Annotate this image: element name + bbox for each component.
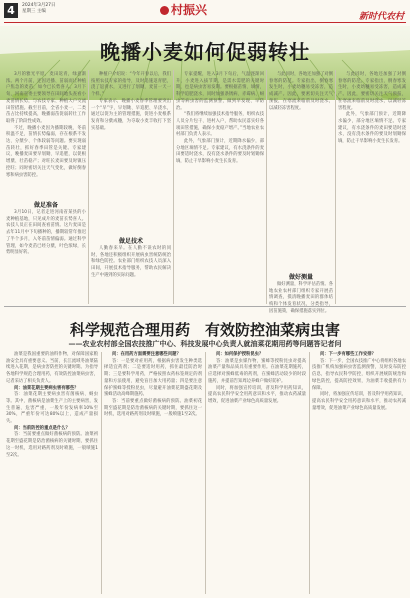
paragraph: 3月的雅光平原，麦田返青，绿意渐浓。两个月前，还因迟播、苗弱而让种植户焦急的麦苗，如今已长势喜人。3月下旬，河南省委主要领导在田间地头查看小麦苗情长势，与农技专家、种植大户交流田管措施。截至目前，全省小麦一、二类苗占比持续提高，晚播弱苗促弱转壮工作取得了阶段性成效。 [6, 72, 86, 124]
article2-subheadline: ——农业农村部全国农技推广中心、科技发展中心负责人就油菜花期用药等问题答记者问 [68, 339, 342, 348]
article1-headline: 晚播小麦如何促弱转壮 [100, 40, 310, 64]
paragraph: 人勤春来早。在人勤不误农时的同时，各地还积极组织开展病虫害统防统治和绿色防控。农业部门组织农技人员深入田间，开展技术指导服务，帮助农民解决生产中遇到的实际问题。 [91, 246, 171, 278]
issue-date: 2024年3月27日 [22, 3, 56, 8]
section-divider [4, 306, 406, 307]
article2-column-1 [6, 352, 98, 594]
question: 问：在用药方面需要注意哪些问题？ [112, 352, 181, 357]
paragraph: 油菜是我国重要的油料作物，对保障国家粮油安全具有重要意义。当前，长江流域冬油菜陆续进入花期，是病虫害防控的关键时期。为指导各地科学规范合理用药，有效防控油菜病虫害，记者采访了相关负责人。 [6, 352, 98, 384]
article1-column-2 [91, 72, 171, 234]
paragraph: 专家提醒，进入3月下旬后，气温逐渐回升，小麦进入拔节期，是需水需肥的关键时期，也是病虫害易发期。要根据苗情、墒情，科学追肥浇水，同时加强条锈病、赤霉病、蚜虫等病虫害的监测预警，做到早发现、早防治。 [176, 72, 264, 111]
subhead-preparation: 做足准备 [33, 202, 58, 209]
answer: 答：当前要重点做好菌核病的预防。油菜初花期至盛花期是防治菌核病的关键时期，要抓住这一时机，选用对路药剂及时喷施，一般喷施1至2次。 [6, 432, 98, 458]
article2-headline: 科学规范合理用药 有效防控油菜病虫害 [69, 321, 340, 339]
paragraph: 专家表示，晚播小麦春季管理要突出一个“早”字，早划锄、早追肥、早浇水，通过以促为主的管理措施，促进小麦根系发育和分蘖成穗，为夺取小麦丰收打下坚实基础。 [91, 98, 171, 131]
article1-column-4b [269, 282, 333, 314]
article2-column-4 [312, 352, 406, 594]
section-dot-icon [160, 6, 169, 15]
column-divider [309, 352, 310, 594]
question: 问：油菜花期主要病虫害有哪些？ [14, 385, 79, 391]
answer: 同时，将加强宣传培训，普及科学用药知识，提高农民科学安全用药意识和水平，推动农药减量增效，促进油菜产业绿色高质量发展。 [208, 385, 306, 404]
answer: 同时，将加强宣传培训，普及科学用药知识，提高农民科学安全用药意识和水平，推动农药减量增效，促进油菜产业绿色高质量发展。 [312, 392, 406, 411]
paragraph: “我们将继续加强技术指导服务，组织农技人员分片包干、进村入户，帮助农民落实好各项田管措施，确保小麦稳产增产。”当地农业农村部门负责人表示。 [176, 112, 264, 138]
issue-weekday: 星期三 主编 [22, 9, 46, 14]
paragraph: 此外，气象部门预计，近期降水偏少，部分地区墒情不足。专家建议，有水浇条件的麦田要适时浇水，没有浇水条件的要及时划锄保墒，防止干旱影响小麦生长发育。 [338, 112, 406, 145]
paragraph: 3月10日，记者走进河南省某县的小麦种植基地，只见成片的麦苗长势喜人。农技人员正在田间查看苗情。这片麦田是去年11月中下旬播种的，播期较常年推迟了半个多月，入冬前苗情偏弱。通过科学管理，如今麦苗已经分蘖，叶色浓绿，长势明显好转。 [6, 210, 86, 256]
paragraph: 做好测量，科学评估苗情。各地农业农村部门组织专家开展苗情调查，摸清晚播麦田的群体结构和个体发育状况，分类指导，因苗施策，确保措施落实到位。 [269, 282, 333, 314]
subhead-measurement: 做好测量 [288, 274, 313, 281]
section-label: 村振兴 [171, 3, 208, 17]
article1-column-2b [91, 246, 171, 302]
answer: 答：当前要重点做好菌核病的预防。油菜初花期至盛花期是防治菌核病的关键时期，要抓住这一时机，选用对路药剂及时喷施，一般喷施1至2次。 [104, 398, 202, 418]
column-divider [88, 70, 89, 304]
article1-column-3 [176, 72, 264, 302]
paragraph: 此外，气象部门预计，近期降水偏少，部分地区墒情不足。专家建议，有水浇条件的麦田要适时浇水，没有浇水条件的要及时划锄保墒，防止干旱影响小麦生长发育。 [176, 139, 264, 165]
answer: 答：油菜花期主要病虫害有菌核病、蚜虫等。其中，菌核病是油菜生产上的主要病害，发生普遍、危害严重，一般年份发病率10%至30%，严重年份可达80%以上，造成产量损失。 [6, 392, 98, 425]
article2-column-2 [104, 352, 202, 594]
page-header [0, 0, 410, 26]
column-divider [205, 352, 206, 594]
header-rule [4, 22, 406, 23]
article1-column-4 [269, 72, 333, 270]
answer: 答：下一步，全国农技推广中心将组织各地农技推广机构加强病虫害监测预警，及时发布防控信息，指导农民科学防控，组织开展统防统治和绿色防控，提高防控效果，为油菜丰收提供有力保障。 [312, 358, 406, 391]
column-divider [335, 70, 336, 304]
masthead-brand: 新时代农村 [358, 12, 404, 22]
article1-column-5 [338, 72, 406, 302]
paragraph: 种植户介绍说：“今年开春以后，我们按照农技专家的指导，及时追施返青肥，浇了返青水，又进行了划锄，麦苗一天一个样。” [91, 72, 171, 98]
column-divider [101, 352, 102, 594]
paragraph: 与此同时，各地还加强了对倒春寒的防范。专家指出，倒春寒发生时，小麦幼穗易受冻害，造成减产。因此，要密切关注天气预报，在寒流来临前及时浇水，以减轻冻害程度。 [338, 72, 406, 111]
answer: 答：一是要对症用药，根据病虫害发生种类选择适宜药剂；二是要适时用药，抓住最佳防治时期；三是要科学用药，严格按照农药标签规定的剂量和方法使用，避免盲目加大用药量；四是要注意保护蜜蜂等授粉昆虫，尽量避开油菜花期盛花期及蜜蜂活动高峰期施药。 [104, 358, 202, 398]
paragraph: 与此同时，各地还加强了对倒春寒的防范。专家指出，倒春寒发生时，小麦幼穗易受冻害，造成减产。因此，要密切关注天气预报，在寒流来临前及时浇水，以减轻冻害程度。 [269, 72, 333, 111]
paragraph: 不过，晚播小麦因为播期较晚、冬前积温不足，苗情长势偏弱，存在根系不发达、分蘖少、个体较弱等问题。要实现弱苗转壮，抓好春季田管是关键。专家建议，晚播麦田要早划锄、早追肥，以促根增蘖、壮苗稳产；对旺长麦田要及时镇压控旺；同时密切关注天气变化，做好倒春寒和病虫害防控。 [6, 125, 86, 178]
section-title [160, 1, 207, 18]
page-number: 4 [4, 3, 18, 18]
subhead-technique: 做足技术 [118, 238, 143, 245]
article2-column-3 [208, 352, 306, 594]
question: 问：下一步有哪些工作安排？ [320, 352, 376, 357]
column-divider [266, 70, 267, 304]
answer: 答：油菜是虫媒作物，蜜蜂等授粉昆虫对提高油菜产量和品质具有重要作用。在油菜花期施药，应选择对蜜蜂低毒的药剂，在蜜蜂活动较少的时段施药，并提前告知周边养蜂户做好防护。 [208, 358, 306, 384]
question: 问：当前防控的重点是什么？ [14, 425, 70, 431]
column-divider [173, 70, 174, 304]
issue-meta [22, 3, 56, 15]
question: 问：如何保护授粉昆虫？ [216, 352, 264, 357]
article1-column-1b [6, 210, 86, 302]
